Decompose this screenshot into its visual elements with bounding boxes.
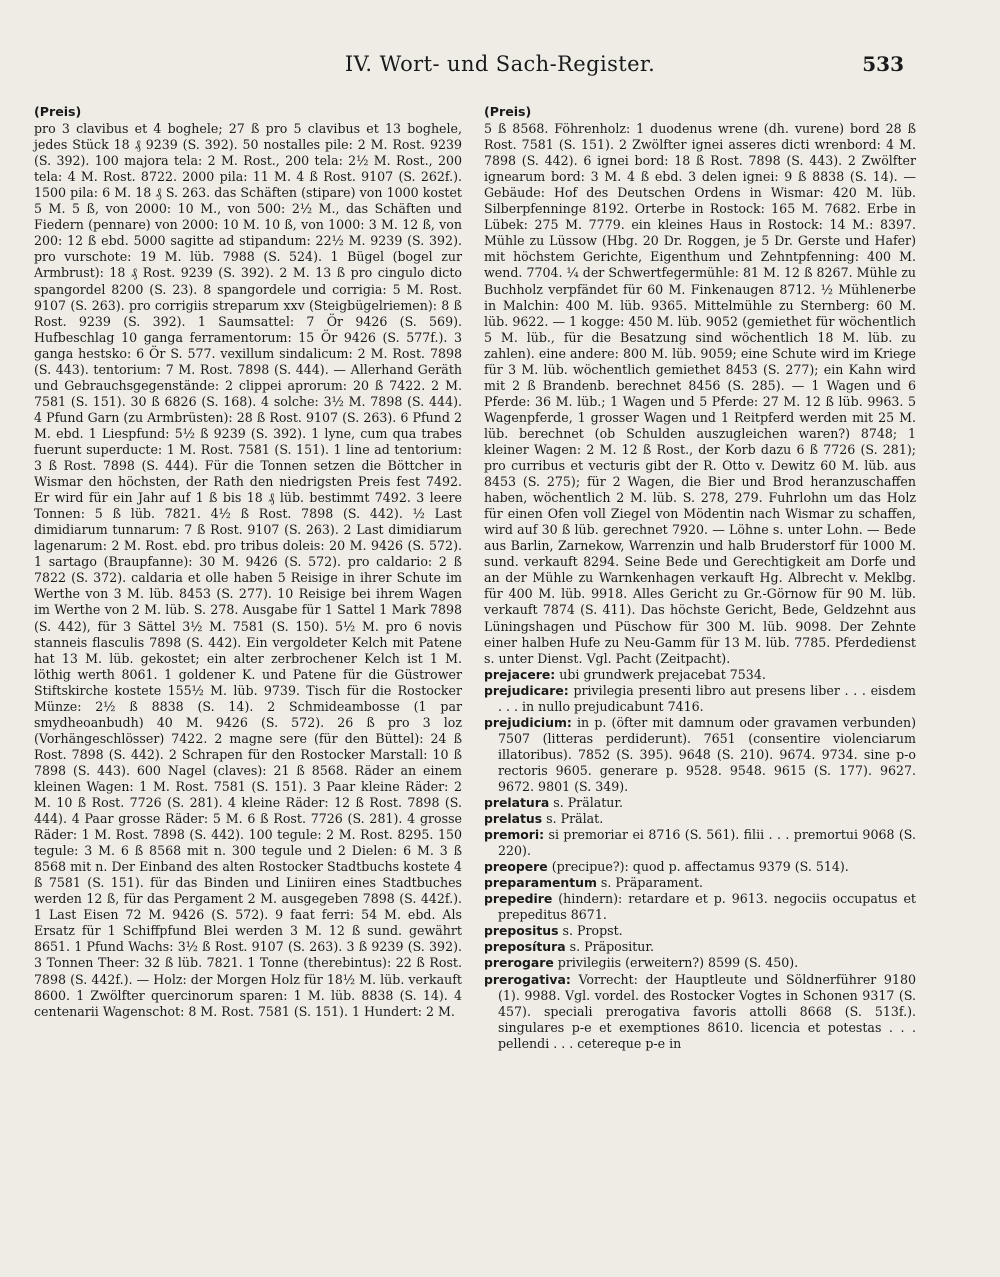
entry-lemma: prejudicare: — [484, 682, 569, 698]
entry-lemma: preparamentum — [484, 875, 597, 891]
left-column — [34, 104, 462, 1020]
right-column-lemma: (Preis) — [484, 104, 532, 119]
entry-prepedire — [484, 891, 916, 923]
entry-lemma: prepositus — [484, 923, 559, 939]
entry-lemma: preposítura — [484, 939, 566, 955]
entry-text: s. Präparament. — [600, 875, 704, 891]
entry-prejacere — [484, 667, 916, 683]
entry-text: Vorrecht: der Hauptleute und Söldnerführer 9180 (1). 9988. Vgl. vordel. des Rostocker Vogtes in Schonen 9317 (S. 457). speciali prerogativa favoris attolli 8668 (S. 513f.). singulares p-e et exemptiones 8610. licencia et potestas . . . pellendi . . . cetereque p-e in — [498, 971, 916, 1051]
left-column-lemma: (Preis) — [34, 104, 82, 119]
entry-prepositura — [484, 939, 916, 955]
entry-lemma: prejacere: — [484, 666, 556, 682]
entry-text: s. Prälatur. — [553, 795, 624, 811]
entry-text: s. Prälat. — [546, 811, 604, 827]
page-number: 533 — [862, 52, 904, 76]
entry-text: in p. (öfter mit damnum oder gravamen verbunden) 7507 (litteras perdiderunt). 7651 (consentire violenciarum illatoribus). 7852 (S. 395). 9648 (S. 210). 9674. 9734. sine p-o rectoris 9605. generare p. 9528. 9548. 9615 (S. 177). 9627. 9672. 9801 (S. 349). — [498, 714, 916, 794]
entry-preparamentum — [484, 875, 916, 891]
entry-text: s. Propst. — [562, 923, 623, 939]
entry-prelatus — [484, 811, 916, 827]
entry-lemma: prelatus — [484, 811, 543, 827]
entry-text: privilegia presenti libro aut presens liber . . . eisdem . . . in nullo prejudicabunt 7416. — [498, 682, 916, 714]
page-header — [0, 52, 1000, 88]
entry-lemma: prerogare — [484, 955, 554, 971]
entry-prejudicare — [484, 683, 916, 715]
entry-text: si premoriar ei 8716 (S. 561). filii . . . premortui 9068 (S. 220). — [498, 827, 916, 859]
entry-lemma: prelatura — [484, 795, 550, 811]
entry-prepositus — [484, 923, 916, 939]
entry-text: privilegiis (erweitern?) 8599 (S. 450). — [557, 955, 799, 971]
entry-text: ubi grundwerk prejacebat 7534. — [559, 666, 766, 682]
entry-lemma: preopere — [484, 859, 548, 875]
entry-lemma: prepedire — [484, 891, 553, 907]
entry-prejudicium — [484, 715, 916, 795]
running-title: IV. Wort- und Sach-Register. — [344, 52, 656, 76]
entry-prelatura — [484, 795, 916, 811]
right-column-text: 5 ß 8568. Föhrenholz: 1 duodenus wrene (dh. vurene) bord 28 ß Rost. 7581 (S. 151). 2 Zwölfter ignei asseres dicti wrenbord: 4 M. 7898 (S. 442). 6 ignei bord: 18 ß Rost. 7898 (S. 443). 2 Zwölfter ignearum bord: 3 M. 4 ß ebd. 3 delen ignei: 9 ß 8838 (S. 14). — Gebäude: Hof des Deutschen Ordens in Wismar: 420 M. lüb. Silberpfenninge 8192. Orterbe in Rostock: 165 M. 7682. Erbe in Lübek: 275 M. 7779. ein kleines Haus in Rostock: 14 M.: 8397. Mühle zu Lüssow (Hbg. 20 Dr. Roggen, je 5 Dr. Gerste und Hafer) mit höchstem Gerichte, Eigenthum und Zehntpfenning: 400 M. wend. 7704. ¼ der Schwertfegermühle: 81 M. 12 ß 8267. Mühle zu Buchholz verpfändet für 60 M. Finkenaugen 8712. ½ Mühlenerbe in Malchin: 400 M. lüb. 9365. Mittelmühle zu Sternberg: 60 M. lüb. 9622. — 1 kogge: 450 M. lüb. 9052 (gemiethet für wöchentlich 5 M. lüb., für die Besatzung sind wöchentlich 18 M. lüb. zu zahlen). eine andere: 800 M. lüb. 9059; eine Schute wird im Kriege für 3 M. lüb. wöchentlich gemiethet 8453 (S. 277); ein Kahn wird mit 2 ß Brandenb. berechnet 8456 (S. 285). — 1 Wagen und 6 Pferde: 36 M. lüb.; 1 Wagen und 5 Pferde: 27 M. 12 ß lüb. 9963. 5 Wagenpferde, 1 grosser Wagen und 1 Reitpferd werden mit 25 M. lüb. berechnet (ob Schulden auszugleichen waren?) 8748; 1 kleiner Wagen: 2 M. 12 ß Rost., der Korb dazu 6 ß 7726 (S. 281); pro curribus et vecturis gibt der R. Otto v. Dewitz 60 M. lüb. aus 8453 (S. 275); für 2 Wagen, die Bier und Brod heranzuschaffen haben, wöchentlich 2 M. lüb. S. 278, 279. Fuhrlohn um das Holz für einen Ofen voll Ziegel von Mödentin nach Wismar zu schaffen, wird auf 30 ß lüb. gerechnet 7920. — Löhne s. unter Lohn. — Bede aus Barlin, Zarnekow, Warrenzin und halb Bruderstorf für 1000 M. sund. verkauft 8294. Seine Bede und Gerechtigkeit am Dorfe und an der Mühle zu Warnkenhagen verkauft Hg. Albrecht v. Meklbg. für 400 M. lüb. 9918. Alles Gericht zu Gr.-Görnow für 90 M. lüb. verkauft 7874 (S. 411). Das höchste Gericht, Bede, Geldzehnt aus Lüningshagen und Püschow für 300 M. lüb. 9098. Der Zehnte einer halben Hufe zu Neu-Gamm für 13 M. lüb. 7785. Pferdedienst s. unter Dienst. Vgl. Pacht (Zeitpacht). — [484, 121, 916, 666]
entry-premori — [484, 827, 916, 859]
entry-preopere — [484, 859, 916, 875]
entry-prerogare — [484, 955, 916, 971]
entry-text: (precipue?): quod p. affectamus 9379 (S. 514). — [551, 859, 849, 875]
entry-lemma: premori: — [484, 827, 545, 843]
entry-text: (hindern): retardare et p. 9613. negociis occupatus et prepeditus 8671. — [498, 891, 916, 923]
entry-prerogativa — [484, 972, 916, 1052]
right-column — [484, 104, 916, 1052]
entry-text: s. Präpositur. — [569, 939, 655, 955]
entry-lemma: prejudicium: — [484, 714, 572, 730]
entry-lemma: prerogativa: — [484, 971, 571, 987]
left-column-text: pro 3 clavibus et 4 boghele; 27 ß pro 5 clavibus et 13 boghele, jedes Stück 18 ₰ 9239 (S. 392). 50 nostalles pile: 2 M. Rost. 9239 (S. 392). 100 majora tela: 2 M. Rost., 200 tela: 2½ M. Rost., 200 tela: 4 M. Rost. 8722. 2000 pila: 11 M. 4 ß Rost. 9107 (S. 262f.). 1500 pila: 6 M. 18 ₰ S. 263. das Schäften (stipare) von 1000 kostet 5 M. 5 ß, von 2000: 10 M., von 500: 2½ M., das Schäften und Fiedern (pennare) von 2000: 10 M. 10 ß, von 1000: 3 M. 12 ß, von 200: 12 ß ebd. 5000 sagitte ad stipandum: 22½ M. 9239 (S. 392). pro vurschote: 19 M. lüb. 7988 (S. 524). 1 Bügel (bogel zur Armbrust): 18 ₰ Rost. 9239 (S. 392). 2 M. 13 ß pro cingulo dicto spangordel 8200 (S. 23). 8 spangordele und corrigia: 5 M. Rost. 9107 (S. 263). pro corrigiis streparum xxv (Steigbügelriemen): 8 ß Rost. 9239 (S. 392). 1 Saumsattel: 7 Ör 9426 (S. 569). Hufbeschlag 10 ganga ferramentorum: 15 Ör 9426 (S. 577f.). 3 ganga hestsko: 6 Ör S. 577. vexillum sindalicum: 2 M. Rost. 7898 (S. 443). tentorium: 7 M. Rost. 7898 (S. 444). — Allerhand Geräth und Gebrauchsgegenstände: 2 clippei aprorum: 20 ß 7422. 2 M. 7581 (S. 151). 30 ß 6826 (S. 168). 4 solche: 3½ M. 7898 (S. 444). 4 Pfund Garn (zu Armbrüsten): 28 ß Rost. 9107 (S. 263). 6 Pfund 2 M. ebd. 1 Liespfund: 5½ ß 9239 (S. 392). 1 lyne, cum qua trabes fuerunt superducte: 1 M. Rost. 7581 (S. 151). 1 line ad tentorium: 3 ß Rost. 7898 (S. 444). Für die Tonnen setzen die Böttcher in Wismar den höchsten, der Rath den niedrigsten Preis fest 7492. Er wird für ein Jahr auf 1 ß bis 18 ₰ lüb. bestimmt 7492. 3 leere Tonnen: 5 ß lüb. 7821. 4½ ß Rost. 7898 (S. 442). ½ Last dimidiarum tunnarum: 7 ß Rost. 9107 (S. 263). 2 Last dimidiarum lagenarum: 2 M. Rost. ebd. pro tribus doleis: 20 M. 9426 (S. 572). 1 sartago (Braupfanne): 30 M. 9426 (S. 572). pro caldario: 2 ß 7822 (S. 372). caldaria et olle haben 5 Reisige in ihrer Schute im Werthe von 3 M. lüb. 8453 (S. 277). 10 Reisige bei ihrem Wagen im Werthe von 2 M. lüb. S. 278. Ausgabe für 1 Sattel 1 Mark 7898 (S. 442), für 3 Sättel 3½ M. 7581 (S. 150). 5½ M. pro 6 novis stanneis flasculis 7898 (S. 442). Ein vergoldeter Kelch mit Patene hat 13 M. lüb. gekostet; ein alter zerbrochener Kelch ist 1 M. löthig werth 8061. 1 goldener K. und Patene für die Güstrower Stiftskirche kostete 155½ M. lüb. 9739. Tisch für die Rostocker Münze: 2½ ß 8838 (S. 14). 2 Schmideambosse (1 par smydheoanbudh) 40 M. 9426 (S. 572). 26 ß pro 3 loz (Vorhängeschlösser) 7422. 2 magne sere (für den Büttel): 24 ß Rost. 7898 (S. 442). 2 Schrapen für den Rostocker Marstall: 10 ß 7898 (S. 443). 600 Nagel (claves): 21 ß 8568. Räder an einem kleinen Wagen: 1 M. Rost. 7581 (S. 151). 3 Paar kleine Räder: 2 M. 10 ß Rost. 7726 (S. 281). 4 kleine Räder: 12 ß Rost. 7898 (S. 444). 4 Paar grosse Räder: 5 M. 6 ß Rost. 7726 (S. 281). 4 grosse Räder: 1 M. Rost. 7898 (S. 442). 100 tegule: 2 M. Rost. 8295. 150 tegule: 3 M. 6 ß 8568 mit n. 300 tegule und 2 Dielen: 6 M. 3 ß 8568 mit n. Der Einband des alten Rostocker Stadtbuchs kostete 4 ß 7581 (S. 151). für das Binden und Liniiren eines Stadtbuches werden 12 ß, für das Pergament 2 M. ausgegeben 7898 (S. 442f.). 1 Last Eisen 72 M. 9426 (S. 572). 9 faat ferri: 54 M. ebd. Als Ersatz für 1 Schiffpfund Blei werden 3 M. 12 ß sund. gewährt 8651. 1 Pfund Wachs: 3½ ß Rost. 9107 (S. 263). 3 ß 9239 (S. 392). 3 Tonnen Theer: 32 ß lüb. 7821. 1 Tonne (therebintus): 22 ß Rost. 7898 (S. 442f.). — Holz: der Morgen Holz für 18½ M. lüb. verkauft 8600. 1 Zwölfter quercinorum sparen: 1 M. lüb. 8838 (S. 14). 4 centenarii Wagenschot: 8 M. Rost. 7581 (S. 151). 1 Hundert: 2 M. — [34, 121, 462, 1019]
